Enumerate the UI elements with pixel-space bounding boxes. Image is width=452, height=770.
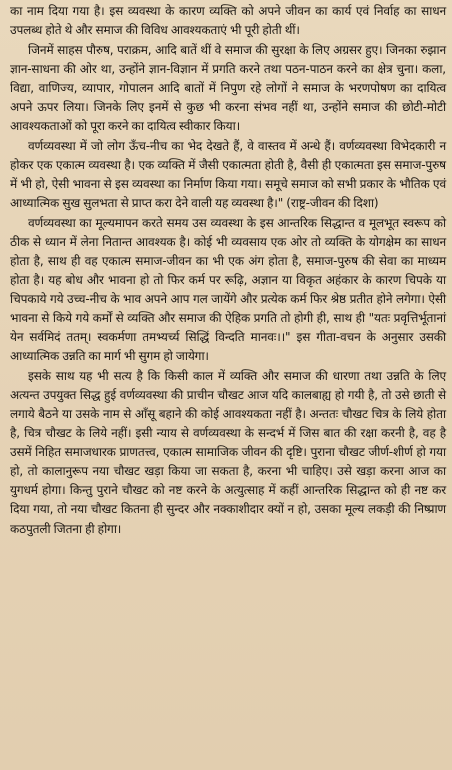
paragraph-continuation: का नाम दिया गया है। इस व्यवस्था के कारण व्यक्ति को अपने जीवन का कार्य एवं निर्वाह का साधन उपलब्ध होते थे और समाज की विविध आवश्यकताएं भी पूरी होती थीं।: [10, 4, 446, 38]
paragraph-varna-roles: जिनमें साहस पौरुष, पराक्रम, आदि बातें थीं वे समाज की सुरक्षा के लिए अग्रसर हुए। जिनका रुझान ज्ञान-साधना की ओर था, उन्होंने ज्ञान-विज्ञान में प्रगति करने तथा पठन-पाठन करने का क्षेत्र चुना। कला, विद्या, वाणिज्य, व्यापार, गोपालन आदि बातों में निपुण रहे लोगों ने समाज के भरणपोषण का दायित्व अपने ऊपर लिया। जिनके लिए इनमें से कुछ भी करना संभव नहीं था, उन्होंने समाज की छोटी-मोटी आवश्यकताओं को पूरा करने का दायित्व स्वीकार किया।: [10, 42, 446, 134]
paragraph-varna-evaluation: वर्णव्यवस्था का मूल्यमापन करते समय उस व्यवस्था के इस आन्तरिक सिद्धान्त व मूलभूत स्वरूप को ठीक से ध्यान में लेना नितान्त आवश्यक है। कोई भी व्यवसाय एक ओर तो व्यक्ति के योगक्षेम का साधन होता है, साथ ही वह एकात्म समाज-जीवन का भी एक अंग होता है, समाज-पुरुष की सेवा का माध्यम होता है। यह बोध और भावना हो तो फिर कर्म पर रूढ़ि, अज्ञान या विकृत अहंकार के कारण चिपके या चिपकाये गये उच्च-नीच के भाव अपने आप गल जायेंगे और प्रत्येक कर्म फिर श्रेष्ठ प्रतीत होने लगेगा। ऐसी भावना से किये गये कर्मों से व्यक्ति और समाज की ऐहिक प्रगति तो होगी ही, साथ ही "यतः प्रवृत्तिर्भूतानां येन सर्वमिदं ततम्। स्वकर्मणा तमभ्यर्च्य सिद्धिं विन्दति मानवः।।" इस गीता-वचन के अनुसार उसकी आध्यात्मिक उन्नति का मार्ग भी सुगम हो जायेगा।: [10, 215, 446, 364]
paragraph-varna-frame: इसके साथ यह भी सत्य है कि किसी काल में व्यक्ति और समाज की धारणा तथा उन्नति के लिए अत्यन्त उपयुक्त सिद्ध हुई वर्णव्यवस्था की प्राचीन चौखट आज यदि कालबाह्य हो गयी है, तो उसे छाती से लगाये बैठने या उसके नाम से आँसू बहाने की कोई आवश्यकता नहीं है। अन्ततः चौखट चित्र के लिये होता है, चित्र चौखट के लिये नहीं। इसी न्याय से वर्णव्यवस्था के सन्दर्भ में जिस बात की रक्षा करनी है, वह है उसमें निहित समाजधारक प्राणतत्त्व, एकात्म सामाजिक जीवन की दृष्टि। पुराना चौखट जीर्ण-शीर्ण हो गया हो, तो कालानुरूप नया चौखट खड़ा किया जा सकता है, करना भी चाहिए। उसे खड़ा करना आज का युगधर्म होगा। किन्तु पुराने चौखट को नष्ट करने के अत्युत्साह में कहीं आन्तरिक सिद्धान्त को ही नष्ट कर दिया गया, तो नया चौखट कितना ही सुन्दर और नक्काशीदार क्यों न हो, उसका मूल्य लकड़ी की निष्प्राण कठपुतली जितना ही होगा।: [10, 368, 446, 536]
paragraph-varna-unity: वर्णव्यवस्था में जो लोग ऊँच-नीच का भेद देखते हैं, वे वास्तव में अन्धे हैं। वर्णव्यवस्था विभेदकारी न होकर एक एकात्म व्यवस्था है। एक व्यक्ति में जैसी एकात्मता होती है, वैसी ही एकात्मता इस समाज-पुरुष में भी हो, ऐसी भावना से इस व्यवस्था का निर्माण किया गया। समूचे समाज को सभी प्रकार के भौतिक एवं आध्यात्मिक सुख सुलभता से प्राप्त करा देने वाली यह व्यवस्था है।" (राष्ट्र-जीवन की दिशा): [10, 138, 446, 210]
